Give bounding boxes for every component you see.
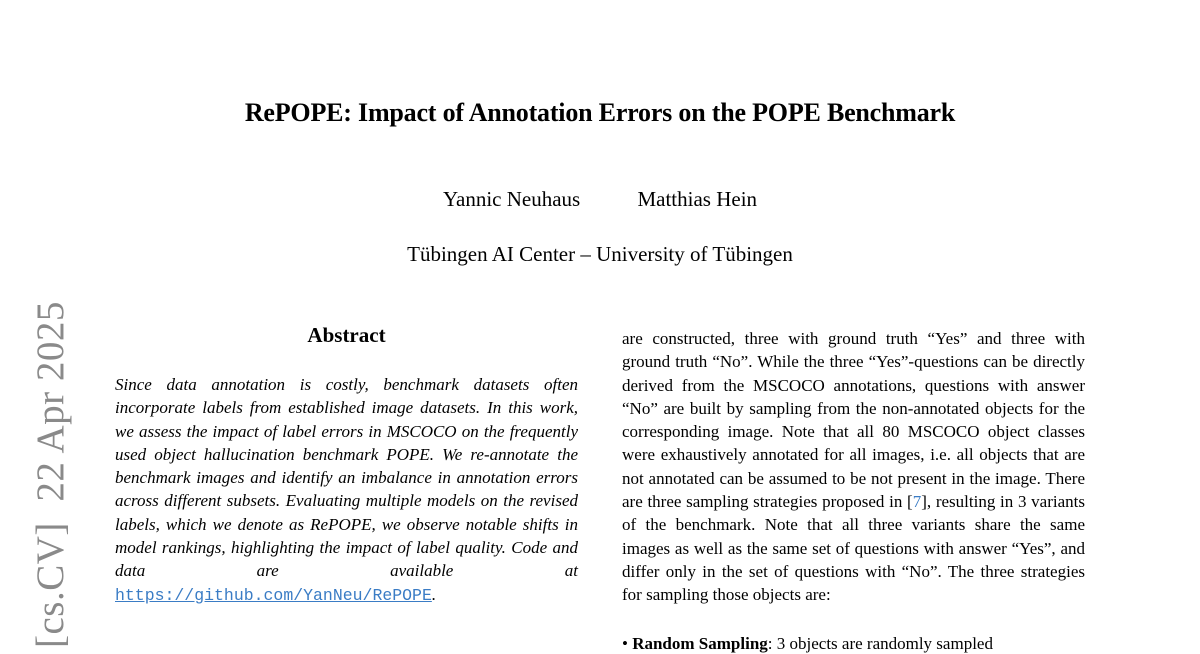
paragraph-text-cont: ], resulting in 3 variants of the benchmark. Note that all three variants share the same images as well as the same set of questions with answer “Yes”, and differ only in the set of questions with “No”. The three strategies for sampling those objects are:	[622, 492, 1085, 605]
arxiv-stamp: [cs.CV] 22 Apr 2025	[29, 301, 72, 648]
right-column-text	[622, 327, 1085, 607]
author-name: Matthias Hein	[637, 187, 758, 211]
author-list	[0, 187, 1200, 212]
bullet-text: : 3 objects are randomly sampled	[767, 634, 993, 653]
affiliation: Tübingen AI Center – University of Tübingen	[407, 242, 793, 266]
bullet-item: • Random Sampling: 3 objects are randomly sampled	[622, 634, 993, 653]
code-link[interactable]: https://github.com/YanNeu/RePOPE	[115, 585, 432, 605]
abstract-body	[115, 373, 578, 607]
abstract-heading: Abstract	[307, 323, 386, 347]
author-name: Yannic Neuhaus	[442, 187, 581, 211]
citation-link[interactable]: 7	[912, 492, 922, 512]
paper-title: RePOPE: Impact of Annotation Errors on the POPE Benchmark	[244, 98, 956, 127]
paragraph-text: are constructed, three with ground truth “Yes” and three with ground truth “No”. While the three “Yes”-questions can be directly derived from the MSCOCO annotations, questions with answer “No” are built by sampling from the non-annotated objects for the corresponding image. Note that all 80 MSCOCO object classes were exhaustively annotated for all images, i.e. all objects that are not annotated can be assumed to be not present in the image. There are three sampling strategies proposed in [	[622, 329, 1085, 512]
abstract-text: Since data annotation is costly, benchmark datasets often incorporate labels from established image datasets. In this work, we assess the impact of label errors in MSCOCO on the frequently used object hallucination benchmark POPE. We re-annotate the benchmark images and identify an imbalance in annotation errors across different subsets. Evaluating multiple models on the revised labels, which we denote as RePOPE, we observe notable shifts in model rankings, highlighting the impact of label quality. Code and data are available at	[115, 375, 578, 581]
abstract-end: .	[431, 584, 437, 604]
bullet-label: Random Sampling	[632, 634, 768, 653]
